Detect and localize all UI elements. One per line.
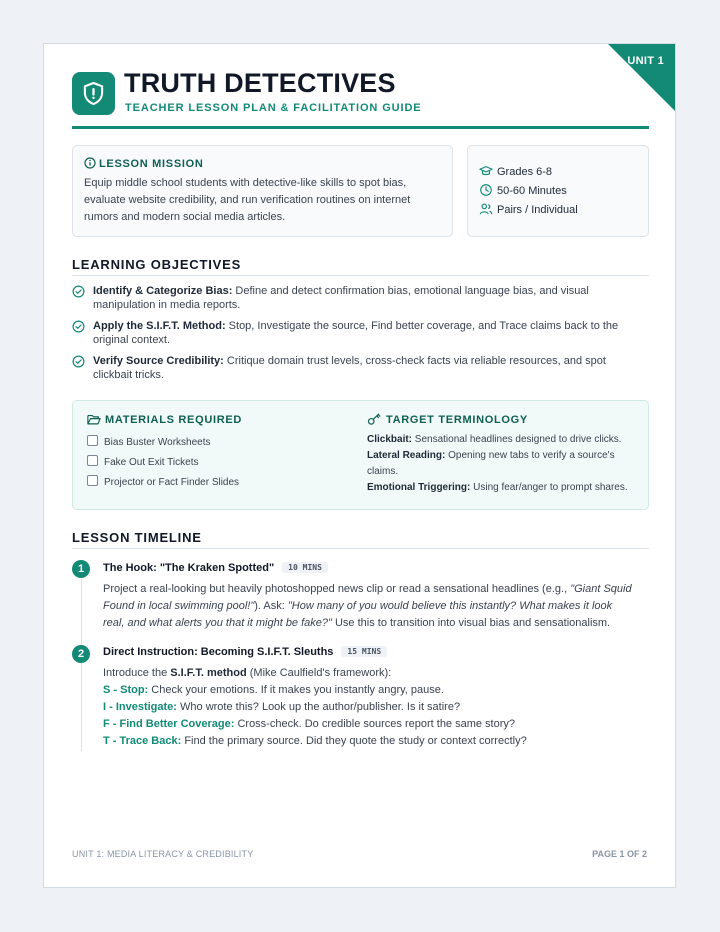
- timeline-line: [81, 579, 82, 751]
- info-icon: [84, 157, 96, 169]
- mission-heading: LESSON MISSION: [84, 157, 204, 170]
- term-item: Clickbait: Sensational headlines designed to drive clicks.: [367, 434, 622, 445]
- objective-item: Verify Source Credibility: Critique domain trust levels, cross-check facts via reliable resources, and spot clickbait tricks.: [72, 354, 632, 382]
- terminology-list: [367, 432, 637, 496]
- users-icon: [479, 202, 493, 216]
- checkbox[interactable]: [87, 475, 98, 486]
- timeline-heading: LESSON TIMELINE: [72, 530, 202, 545]
- header-divider: [72, 126, 649, 129]
- term-item: Emotional Triggering: Using fear/anger to prompt shares.: [367, 482, 628, 493]
- meta-grades: Grades 6-8: [479, 164, 552, 178]
- step-title: Direct Instruction: Becoming S.I.F.T. Sleuths 15 MINS: [103, 646, 387, 658]
- sift-step: I - Investigate: Who wrote this? Look up the author/publisher. Is it satire?: [103, 701, 461, 713]
- checkbox[interactable]: [87, 455, 98, 466]
- duration-badge: 10 MINS: [282, 562, 328, 573]
- lesson-meta-box: [467, 145, 649, 237]
- page-title: TRUTH DETECTIVES: [124, 68, 396, 98]
- check-circle-icon: [72, 320, 85, 333]
- footer-page-number: PAGE 1 OF 2: [592, 849, 647, 859]
- mission-text: Equip middle school students with detective-like skills to spot bias, evaluate website credibility, and run verification routines on internet rumors and modern social media articles.: [84, 177, 411, 223]
- sift-step: S - Stop: Check your emotions. If it makes you instantly angry, pause.: [103, 684, 444, 696]
- sift-intro: Introduce the S.I.F.T. method (Mike Caulfield's framework):: [103, 667, 392, 679]
- objectives-divider: [72, 275, 649, 276]
- key-icon: [367, 413, 382, 426]
- materials-heading: MATERIALS REQUIRED: [87, 413, 242, 426]
- lesson-mission-box: [72, 145, 453, 237]
- footer-unit-label: UNIT 1: MEDIA LITERACY & CREDIBILITY: [72, 849, 254, 859]
- material-item: Projector or Fact Finder Slides: [87, 475, 239, 488]
- objective-item: Identify & Categorize Bias: Define and detect confirmation bias, emotional language bias, and visual manipulation in media reports.: [72, 284, 632, 312]
- unit-badge: UNIT 1: [627, 55, 664, 67]
- objective-item: Apply the S.I.F.T. Method: Stop, Investigate the source, Find better coverage, and Trace claims back to the original context.: [72, 319, 632, 347]
- step-number: 1: [72, 560, 90, 578]
- materials-terminology-box: [72, 400, 649, 510]
- objectives-heading: LEARNING OBJECTIVES: [72, 257, 242, 272]
- shield-alert-icon: [82, 81, 105, 106]
- check-circle-icon: [72, 355, 85, 368]
- step-title: The Hook: "The Kraken Spotted" 10 MINS: [103, 562, 328, 574]
- folder-open-icon: [87, 413, 101, 426]
- logo: [72, 72, 115, 115]
- lesson-plan-page: [43, 43, 676, 888]
- step-body: [103, 665, 633, 750]
- checkbox[interactable]: [87, 435, 98, 446]
- meta-grouping: Pairs / Individual: [479, 202, 578, 216]
- sift-step: T - Trace Back: Find the primary source. Did they quote the study or context correctly?: [103, 735, 527, 747]
- timeline-divider: [72, 548, 649, 549]
- meta-duration: 50-60 Minutes: [479, 183, 567, 197]
- clock-icon: [479, 183, 493, 197]
- duration-badge: 15 MINS: [341, 646, 387, 657]
- page-subtitle: TEACHER LESSON PLAN & FACILITATION GUIDE: [125, 102, 422, 114]
- graduation-cap-icon: [479, 164, 493, 178]
- step-body: Project a real-looking but heavily photoshopped news clip or read a sensational headlines (e.g., "Giant Squid Found in local swimming pool!"). Ask: "How many of you would believe this instantly? What makes it look real, and what alerts you that it might be fake?" Use this to transition into visual bias and sensationalism.: [103, 583, 632, 629]
- step-number: 2: [72, 645, 90, 663]
- term-item: Lateral Reading: Opening new tabs to verify a source's claims.: [367, 450, 615, 477]
- material-item: Fake Out Exit Tickets: [87, 455, 198, 468]
- terminology-heading: TARGET TERMINOLOGY: [367, 413, 528, 426]
- check-circle-icon: [72, 285, 85, 298]
- sift-step: F - Find Better Coverage: Cross-check. Do credible sources report the same story?: [103, 718, 516, 730]
- material-item: Bias Buster Worksheets: [87, 435, 211, 448]
